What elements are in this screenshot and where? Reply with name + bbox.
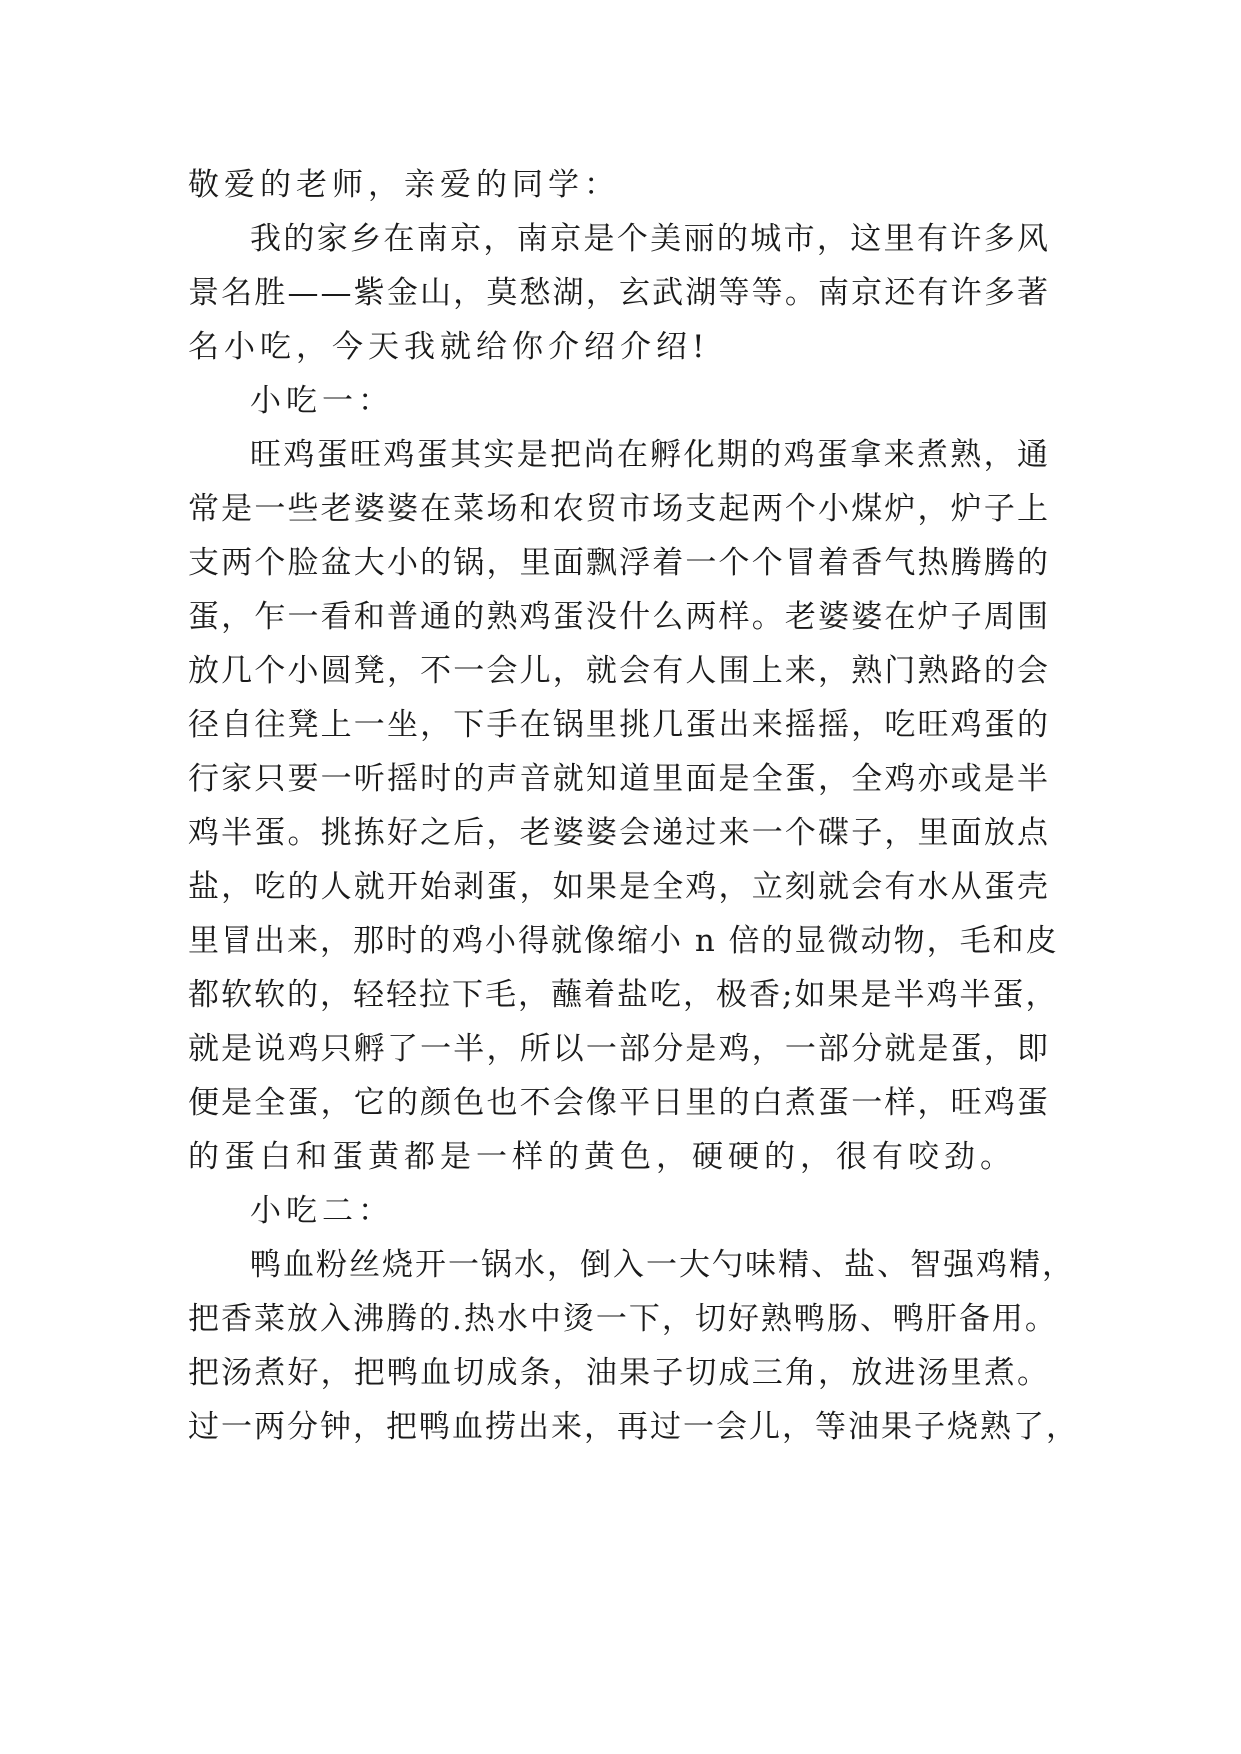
text-line: 旺鸡蛋旺鸡蛋其实是把尚在孵化期的鸡蛋拿来煮熟，通 [250, 437, 1050, 473]
text-line: 常是一些老婆婆在菜场和农贸市场支起两个小煤炉，炉子上 [188, 491, 1050, 527]
text-line: 行家只要一听摇时的声音就知道里面是全蛋，全鸡亦或是半 [188, 761, 1050, 797]
text-line: 鸡半蛋。挑拣好之后，老婆婆会递过来一个碟子，里面放点 [188, 815, 1050, 851]
text-line: 径自往凳上一坐，下手在锅里挑几蛋出来摇摇，吃旺鸡蛋的 [188, 707, 1050, 743]
text-line: 支两个脸盆大小的锅，里面飘浮着一个个冒着香气热腾腾的 [188, 545, 1050, 581]
text-line: 景名胜——紫金山，莫愁湖，玄武湖等等。南京还有许多著 [188, 275, 1050, 311]
text-line: 小吃二： [250, 1193, 394, 1229]
text-line: 里冒出来，那时的鸡小得就像缩小 n 倍的显微动物，毛和皮 [188, 923, 1059, 959]
document-page [188, 158, 1079, 1454]
text-line: 小吃一： [250, 383, 394, 419]
document-body [188, 158, 1079, 1454]
text-line: 盐，吃的人就开始剥蛋，如果是全鸡，立刻就会有水从蛋壳 [188, 869, 1050, 905]
text-line: 鸭血粉丝烧开一锅水，倒入一大勺味精、盐、智强鸡精， [250, 1247, 1075, 1283]
text-line: 名小吃，今天我就给你介绍介绍! [188, 329, 710, 365]
text-line: 过一两分钟，把鸭血捞出来，再过一会儿，等油果子烧熟了， [188, 1409, 1079, 1445]
text-line: 我的家乡在南京，南京是个美丽的城市，这里有许多风 [250, 221, 1050, 257]
text-line: 便是全蛋，它的颜色也不会像平日里的白煮蛋一样，旺鸡蛋 [188, 1085, 1050, 1121]
text-line: 把香菜放入沸腾的.热水中烫一下，切好熟鸭肠、鸭肝备用。 [188, 1301, 1058, 1337]
text-line: 敬爱的老师，亲爱的同学： [188, 167, 620, 203]
text-line: 放几个小圆凳，不一会儿，就会有人围上来，熟门熟路的会 [188, 653, 1050, 689]
text-line: 的蛋白和蛋黄都是一样的黄色，硬硬的，很有咬劲。 [188, 1139, 1016, 1175]
text-line: 把汤煮好，把鸭血切成条，油果子切成三角，放进汤里煮。 [188, 1355, 1050, 1391]
text-line: 蛋，乍一看和普通的熟鸡蛋没什么两样。老婆婆在炉子周围 [188, 599, 1050, 635]
text-line: 就是说鸡只孵了一半，所以一部分是鸡，一部分就是蛋，即 [188, 1031, 1050, 1067]
text-line: 都软软的，轻轻拉下毛，蘸着盐吃，极香;如果是半鸡半蛋， [188, 977, 1059, 1013]
